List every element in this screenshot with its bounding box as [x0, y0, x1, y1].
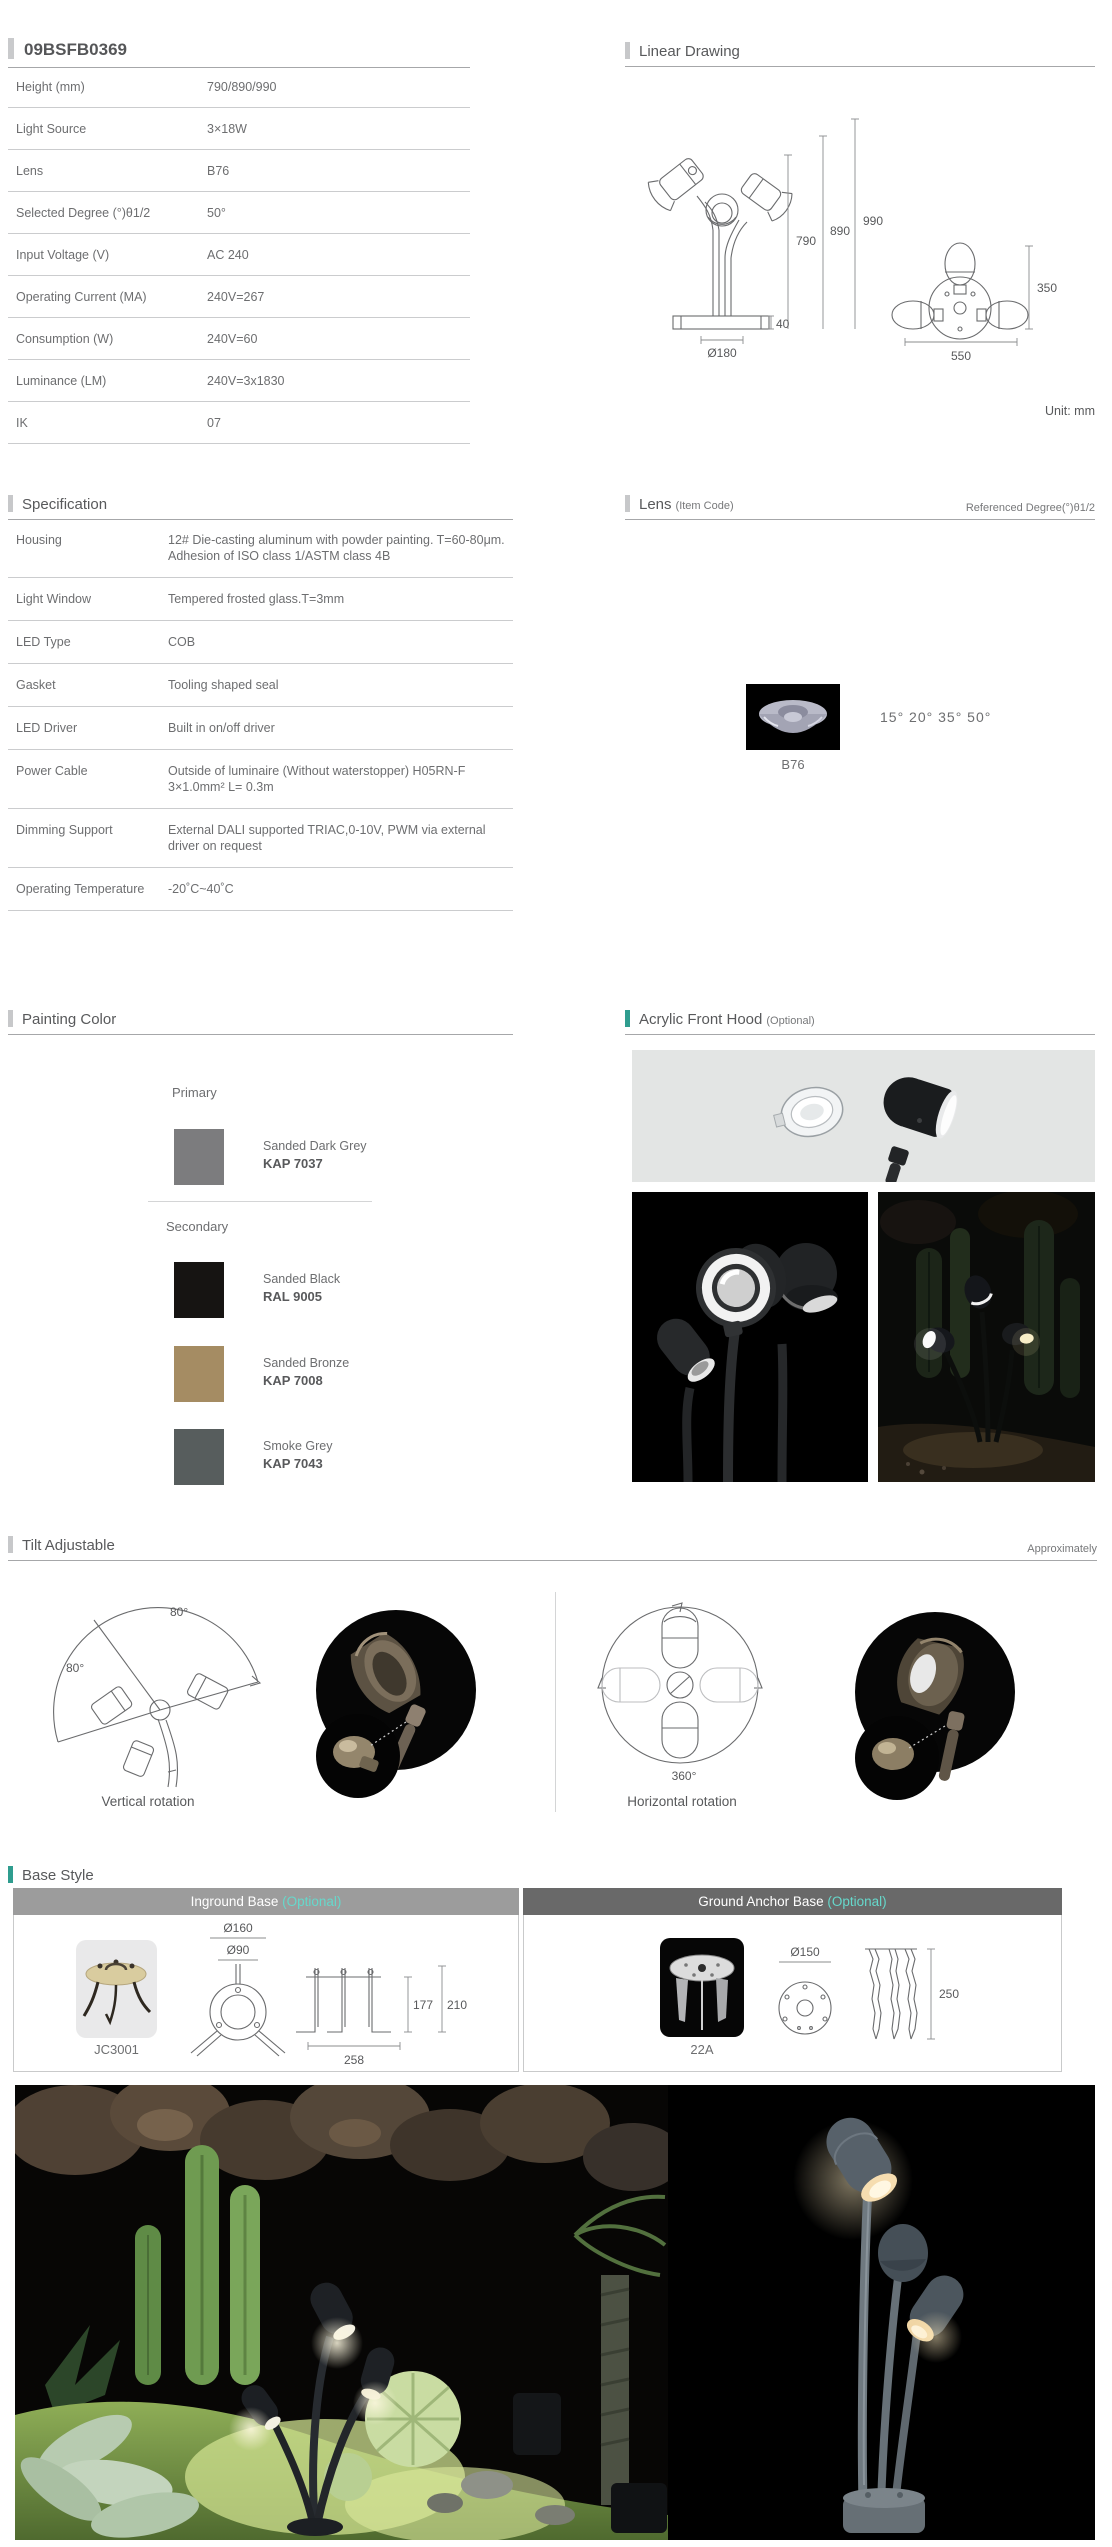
- painting-color-header: [8, 1010, 513, 1035]
- color-code: RAL 9005: [263, 1289, 323, 1304]
- angle-top: 80°: [170, 1605, 189, 1619]
- section-title: Acrylic Front Hood: [639, 1011, 763, 1028]
- row-value: 50°: [207, 205, 226, 220]
- lens-image: [746, 684, 840, 750]
- product-code: 09BSFB0369: [24, 40, 128, 59]
- section-subtitle: (Optional): [766, 1015, 815, 1027]
- accent-bar: [8, 38, 14, 59]
- color-code: KAP 7008: [263, 1373, 323, 1388]
- ground-anchor-item-code: 22A: [690, 2042, 714, 2057]
- tilt-photo-vertical: [310, 1608, 480, 1800]
- linear-drawing-header: [625, 42, 1095, 67]
- vertical-rotation-caption: Vertical rotation: [101, 1794, 195, 1809]
- row-label: Luminance (LM): [16, 373, 107, 388]
- row-value: B76: [207, 163, 230, 178]
- ground-anchor-optional: (Optional): [827, 1894, 887, 1909]
- row-label: Lens: [16, 163, 44, 178]
- row-label: LED Type: [16, 635, 71, 649]
- dim-890: 890: [829, 224, 851, 238]
- product-code-header: [8, 38, 470, 68]
- row-value: 790/890/990: [207, 79, 277, 94]
- dim-width: 258: [343, 2053, 365, 2067]
- row-label: Selected Degree (°)θ1/2: [16, 205, 151, 220]
- dim-diameter: Ø150: [790, 1945, 820, 1959]
- row-value: 240V=60: [207, 331, 258, 346]
- approximately-note: Approximately: [1027, 1543, 1097, 1555]
- row-label: Light Window: [16, 592, 92, 606]
- table-row: [8, 621, 513, 664]
- row-value: -20˚C~40˚C: [168, 882, 234, 896]
- dim-40: 40: [776, 317, 790, 331]
- inground-base-bar: [13, 1888, 519, 1915]
- dim-550: 550: [950, 349, 972, 363]
- specification-header: [8, 495, 513, 520]
- row-label: Operating Temperature: [16, 882, 145, 896]
- inground-base-title: Inground Base: [190, 1894, 279, 1909]
- base-style-header: [8, 1866, 1097, 1890]
- secondary-color-info: [263, 1353, 349, 1389]
- dim-outer-diameter: Ø160: [223, 1921, 253, 1935]
- row-value: Tempered frosted glass.T=3mm: [168, 592, 345, 606]
- horizontal-rotation-diagram: [592, 1582, 822, 1807]
- accent-bar: [8, 1536, 13, 1553]
- table-row: [8, 108, 470, 150]
- ground-anchor-drawing: [523, 1915, 1062, 2072]
- acrylic-hood-panel: [632, 1050, 1095, 1182]
- lens-header: [625, 495, 1095, 520]
- section-title: Painting Color: [22, 1011, 117, 1028]
- dim-height: 250: [939, 1987, 960, 2001]
- dim-990: 990: [862, 214, 884, 228]
- table-row: [8, 234, 470, 276]
- row-value: COB: [168, 635, 196, 649]
- row-label: Input Voltage (V): [16, 247, 110, 262]
- row-value: Tooling shaped seal: [168, 678, 279, 692]
- inground-optional: (Optional): [282, 1894, 342, 1909]
- acrylic-front-hood-header: [625, 1010, 1095, 1035]
- accent-bar: [625, 42, 630, 59]
- row-label: Dimming Support: [16, 823, 113, 837]
- row-label: Operating Current (MA): [16, 289, 147, 304]
- table-row: [8, 318, 470, 360]
- dim-350: 350: [1037, 281, 1058, 295]
- table-row: [8, 402, 470, 444]
- section-title: Base Style: [22, 1867, 94, 1884]
- row-label: IK: [16, 415, 28, 430]
- unit-note: Unit: mm: [1045, 404, 1095, 418]
- secondary-color-info: [263, 1269, 340, 1305]
- row-label: Height (mm): [16, 79, 85, 94]
- color-swatch-bronze: [174, 1346, 224, 1402]
- row-value: 07: [207, 415, 221, 430]
- accent-bar: [8, 1010, 13, 1027]
- row-value: AC 240: [207, 247, 249, 262]
- section-subtitle: (Item Code): [675, 500, 734, 512]
- acrylic-hood-render: [632, 1050, 1095, 1182]
- row-label: Gasket: [16, 678, 56, 692]
- section-title: Specification: [22, 496, 108, 513]
- row-value: 240V=267: [207, 289, 265, 304]
- color-name: Sanded Dark Grey: [263, 1139, 367, 1153]
- secondary-group-label: Secondary: [166, 1219, 229, 1234]
- dim-790: 790: [795, 234, 817, 248]
- angle-360: 360°: [671, 1769, 697, 1783]
- table-row: [8, 360, 470, 402]
- row-value: Outside of luminaire (Without waterstopper) H05RN-F 3×1.0mm² L= 0.3m: [168, 764, 466, 794]
- table-row: [8, 809, 513, 868]
- table-row: [8, 578, 513, 621]
- row-label: Housing: [16, 533, 62, 547]
- section-title: Tilt Adjustable: [22, 1537, 115, 1554]
- color-swatch-primary: [174, 1129, 224, 1185]
- application-photo-garden: [15, 2085, 668, 2540]
- accent-bar: [625, 1010, 630, 1027]
- color-code: KAP 7037: [263, 1156, 323, 1171]
- row-value: 12# Die-casting aluminum with powder painting. T=60-80μm. Adhesion of ISO class 1/ASTM class 4B: [168, 533, 505, 563]
- specification-table: [8, 519, 513, 911]
- product-photo-render: [668, 2085, 1095, 2540]
- row-label: Light Source: [16, 121, 87, 136]
- ground-anchor-bar: [523, 1888, 1062, 1915]
- table-row: [8, 519, 513, 578]
- color-name: Sanded Bronze: [263, 1356, 350, 1370]
- product-spec-table: [8, 66, 470, 444]
- secondary-color-info: [263, 1436, 332, 1472]
- section-title: Linear Drawing: [639, 43, 740, 60]
- table-row: [8, 150, 470, 192]
- inground-base-drawing: [13, 1915, 519, 2072]
- table-row: [8, 276, 470, 318]
- horizontal-rotation-caption: Horizontal rotation: [627, 1794, 737, 1809]
- color-name: Sanded Black: [263, 1272, 341, 1286]
- tilt-photo-horizontal: [853, 1610, 1019, 1802]
- table-row: [8, 868, 513, 911]
- lens-render: [746, 684, 840, 750]
- dim-height-total: 210: [447, 1998, 468, 2012]
- primary-group-label: Primary: [172, 1085, 217, 1100]
- lens-degrees: 15° 20° 35° 50°: [880, 709, 992, 725]
- color-name: Smoke Grey: [263, 1439, 333, 1453]
- row-value: 3×18W: [207, 121, 247, 136]
- acrylic-photo-closeup: [632, 1192, 868, 1482]
- dim-base-diameter: Ø180: [707, 346, 737, 360]
- color-code: KAP 7043: [263, 1456, 323, 1471]
- row-label: Consumption (W): [16, 331, 114, 346]
- table-row: [8, 66, 470, 108]
- row-value: External DALI supported TRIAC,0-10V, PWM via external driver on request: [168, 823, 486, 853]
- row-label: Power Cable: [16, 764, 88, 778]
- painting-divider: [148, 1201, 372, 1202]
- primary-color-info: [263, 1136, 367, 1172]
- inground-base-item-code: JC3001: [94, 2042, 139, 2057]
- table-row: [8, 192, 470, 234]
- accent-bar: [8, 495, 13, 512]
- acrylic-photo-scene: [878, 1192, 1095, 1482]
- table-row: [8, 750, 513, 809]
- dim-height-inner: 177: [413, 1998, 434, 2012]
- accent-bar: [8, 1866, 13, 1883]
- referenced-degree-note: Referenced Degree(°)θ1/2: [965, 502, 1095, 514]
- section-title: Lens: [639, 496, 672, 513]
- table-row: [8, 707, 513, 750]
- tilt-adjustable-header: [8, 1536, 1097, 1561]
- tilt-section-divider: [555, 1592, 556, 1812]
- angle-left: 80°: [66, 1661, 85, 1675]
- table-row: [8, 664, 513, 707]
- dim-inner-diameter: Ø90: [226, 1943, 250, 1957]
- accent-bar: [625, 495, 630, 512]
- ground-anchor-title: Ground Anchor Base: [698, 1894, 824, 1909]
- row-value: Built in on/off driver: [168, 721, 275, 735]
- color-swatch-black: [174, 1262, 224, 1318]
- row-value: 240V=3x1830: [207, 373, 285, 388]
- vertical-rotation-diagram: [28, 1582, 278, 1807]
- row-label: LED Driver: [16, 721, 78, 735]
- color-swatch-smoke-grey: [174, 1429, 224, 1485]
- lens-item-code: B76: [781, 757, 805, 772]
- linear-drawing-figure: [625, 118, 1095, 418]
